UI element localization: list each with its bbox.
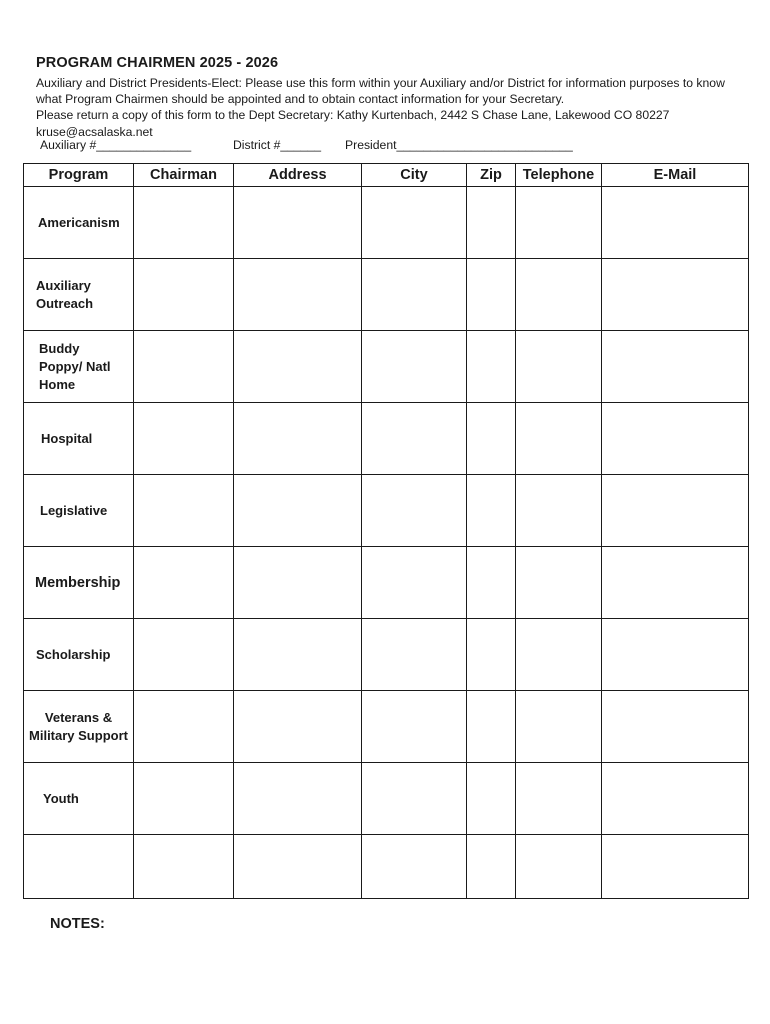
address-cell[interactable] bbox=[234, 835, 362, 899]
email-cell[interactable] bbox=[602, 331, 749, 403]
program-label: Scholarship bbox=[36, 646, 111, 662]
telephone-cell[interactable] bbox=[516, 475, 602, 547]
program-cell bbox=[24, 187, 134, 259]
chairman-cell[interactable] bbox=[134, 403, 234, 475]
table-row bbox=[24, 691, 749, 763]
table-row bbox=[24, 475, 749, 547]
instruction-line: Auxiliary and District Presidents-Elect: Please use this form within your Auxiliary and/or District for information purposes to know bbox=[36, 76, 725, 90]
zip-cell[interactable] bbox=[467, 331, 516, 403]
chairman-cell[interactable] bbox=[134, 475, 234, 547]
table-row bbox=[24, 763, 749, 835]
chairman-cell[interactable] bbox=[134, 763, 234, 835]
chairman-cell[interactable] bbox=[134, 691, 234, 763]
program-label: Americanism bbox=[38, 214, 120, 230]
program-cell bbox=[24, 259, 134, 331]
chairman-cell[interactable] bbox=[134, 187, 234, 259]
program-cell bbox=[24, 547, 134, 619]
column-header-address: Address bbox=[234, 164, 362, 187]
program-chairmen-table bbox=[23, 163, 749, 899]
table-row bbox=[24, 331, 749, 403]
telephone-cell[interactable] bbox=[516, 403, 602, 475]
program-cell bbox=[24, 619, 134, 691]
telephone-cell[interactable] bbox=[516, 763, 602, 835]
table-row bbox=[24, 835, 749, 899]
instructions bbox=[36, 75, 756, 140]
zip-cell[interactable] bbox=[467, 259, 516, 331]
telephone-cell[interactable] bbox=[516, 259, 602, 331]
telephone-cell[interactable] bbox=[516, 619, 602, 691]
column-header-chairman: Chairman bbox=[134, 164, 234, 187]
email-cell[interactable] bbox=[602, 403, 749, 475]
city-cell[interactable] bbox=[362, 475, 467, 547]
program-label: Veterans & bbox=[44, 709, 113, 725]
zip-cell[interactable] bbox=[467, 187, 516, 259]
column-header-email: E-Mail bbox=[602, 164, 749, 187]
zip-cell[interactable] bbox=[467, 403, 516, 475]
column-header-telephone: Telephone bbox=[516, 164, 602, 187]
program-label: Legislative bbox=[40, 502, 108, 518]
chairman-cell[interactable] bbox=[134, 259, 234, 331]
program-label: Membership bbox=[35, 574, 121, 591]
table-row bbox=[24, 187, 749, 259]
telephone-cell[interactable] bbox=[516, 331, 602, 403]
city-cell[interactable] bbox=[362, 331, 467, 403]
chairman-cell[interactable] bbox=[134, 331, 234, 403]
notes-label: NOTES: bbox=[50, 916, 105, 932]
telephone-cell[interactable] bbox=[516, 187, 602, 259]
auxiliary-number-field[interactable]: Auxiliary #______________ bbox=[40, 138, 192, 152]
city-cell[interactable] bbox=[362, 835, 467, 899]
telephone-cell[interactable] bbox=[516, 691, 602, 763]
telephone-cell[interactable] bbox=[516, 835, 602, 899]
zip-cell[interactable] bbox=[467, 547, 516, 619]
program-cell bbox=[24, 763, 134, 835]
program-label: Outreach bbox=[36, 295, 94, 311]
city-cell[interactable] bbox=[362, 547, 467, 619]
address-cell[interactable] bbox=[234, 691, 362, 763]
program-label: Military Support bbox=[29, 727, 128, 743]
program-label: Auxiliary bbox=[36, 277, 91, 293]
address-cell[interactable] bbox=[234, 547, 362, 619]
telephone-cell[interactable] bbox=[516, 547, 602, 619]
city-cell[interactable] bbox=[362, 259, 467, 331]
program-label: Buddy bbox=[39, 340, 80, 356]
secretary-email: kruse@acsalaska.net bbox=[36, 124, 153, 139]
program-label: Hospital bbox=[41, 430, 93, 446]
district-number-field[interactable]: District #______ bbox=[233, 138, 322, 152]
chairman-cell[interactable] bbox=[134, 835, 234, 899]
chairman-cell[interactable] bbox=[134, 547, 234, 619]
zip-cell[interactable] bbox=[467, 835, 516, 899]
program-cell bbox=[24, 403, 134, 475]
column-header-zip: Zip bbox=[467, 164, 516, 187]
email-cell[interactable] bbox=[602, 475, 749, 547]
address-cell[interactable] bbox=[234, 187, 362, 259]
table-row bbox=[24, 547, 749, 619]
zip-cell[interactable] bbox=[467, 619, 516, 691]
email-cell[interactable] bbox=[602, 619, 749, 691]
form-title: PROGRAM CHAIRMEN 2025 - 2026 bbox=[36, 55, 279, 71]
city-cell[interactable] bbox=[362, 619, 467, 691]
program-label: Poppy/ Natl bbox=[39, 358, 111, 374]
city-cell[interactable] bbox=[362, 187, 467, 259]
zip-cell[interactable] bbox=[467, 763, 516, 835]
city-cell[interactable] bbox=[362, 691, 467, 763]
email-cell[interactable] bbox=[602, 187, 749, 259]
table-row bbox=[24, 619, 749, 691]
program-cell-blank[interactable] bbox=[24, 835, 134, 899]
instruction-line: what Program Chairmen should be appointed and to obtain contact information for your Secretary. bbox=[36, 92, 565, 107]
email-cell[interactable] bbox=[602, 835, 749, 899]
address-cell[interactable] bbox=[234, 331, 362, 403]
program-cell bbox=[24, 475, 134, 547]
program-label: Youth bbox=[43, 790, 79, 806]
program-label: Home bbox=[39, 376, 76, 392]
chairman-cell[interactable] bbox=[134, 619, 234, 691]
city-cell[interactable] bbox=[362, 403, 467, 475]
column-header-program: Program bbox=[24, 164, 134, 187]
zip-cell[interactable] bbox=[467, 691, 516, 763]
program-cell bbox=[24, 331, 134, 403]
address-cell[interactable] bbox=[234, 619, 362, 691]
instruction-line: Please return a copy of this form to the Dept Secretary: Kathy Kurtenbach, 2442 S Chase Lane, Lakewood CO 80227 bbox=[36, 108, 670, 123]
table-row bbox=[24, 259, 749, 331]
email-cell[interactable] bbox=[602, 691, 749, 763]
email-cell[interactable] bbox=[602, 259, 749, 331]
email-cell[interactable] bbox=[602, 763, 749, 835]
address-cell[interactable] bbox=[234, 403, 362, 475]
address-cell[interactable] bbox=[234, 259, 362, 331]
zip-cell[interactable] bbox=[467, 475, 516, 547]
column-header-city: City bbox=[362, 164, 467, 187]
program-cell bbox=[24, 691, 134, 763]
table-row bbox=[24, 403, 749, 475]
president-field[interactable]: President__________________________ bbox=[345, 138, 573, 152]
city-cell[interactable] bbox=[362, 763, 467, 835]
table-header-row bbox=[24, 164, 749, 187]
address-cell[interactable] bbox=[234, 763, 362, 835]
address-cell[interactable] bbox=[234, 475, 362, 547]
email-cell[interactable] bbox=[602, 547, 749, 619]
